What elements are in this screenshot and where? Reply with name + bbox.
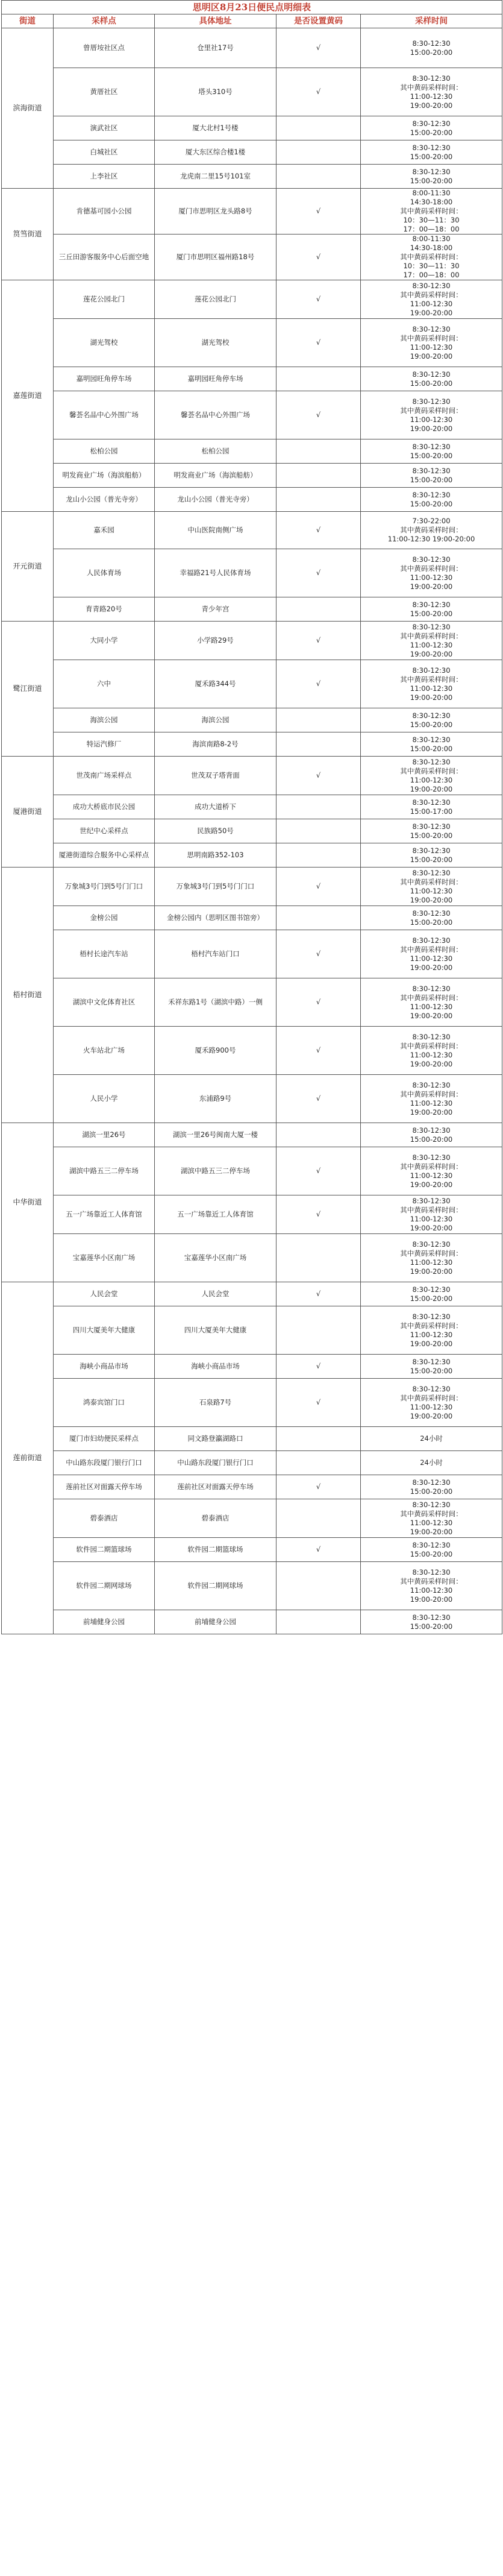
yellow-code-cell	[276, 819, 361, 843]
yellow-code-cell: √	[276, 1075, 361, 1123]
address-cell: 莲花公园北门	[155, 280, 276, 319]
yellow-code-cell	[276, 732, 361, 757]
site-table	[1, 0, 502, 1634]
time-cell: 7:30-22:00 其中黄码采样时间： 11:00-12:30 19:00-20:00	[361, 512, 502, 549]
time-cell: 8:30-12:30 其中黄码采样时间： 11:00-12:30 19:00-20:00	[361, 1075, 502, 1123]
header-yellow-code: 是否设置黄码	[276, 14, 361, 28]
yellow-code-cell	[276, 1562, 361, 1610]
address-cell: 馨荟名品中心外围广场	[155, 391, 276, 439]
time-cell: 8:30-12:30 15:00-20:00	[361, 1282, 502, 1306]
time-cell: 8:30-12:30 15:00-20:00	[361, 597, 502, 622]
site-cell: 湖光驾校	[54, 319, 155, 367]
time-cell: 8:30-12:30 其中黄码采样时间： 11:00-12:30 19:00-20:00	[361, 978, 502, 1027]
site-cell: 育青路20号	[54, 597, 155, 622]
site-cell: 莲花公园北门	[54, 280, 155, 319]
time-cell: 8:30-12:30 其中黄码采样时间： 11:00-12:30 19:00-20:00	[361, 660, 502, 708]
table-row	[2, 978, 502, 1027]
yellow-code-cell	[276, 140, 361, 165]
yellow-code-cell: √	[276, 660, 361, 708]
time-cell: 8:30-12:30 15:00-20:00	[361, 1538, 502, 1562]
address-cell: 湖光驾校	[155, 319, 276, 367]
site-cell: 世茂南广场采样点	[54, 757, 155, 795]
address-cell: 海滨公园	[155, 708, 276, 732]
time-cell: 8:30-12:30 15:00-20:00	[361, 116, 502, 140]
site-cell: 金榜公园	[54, 906, 155, 930]
table-row	[2, 1538, 502, 1562]
site-cell: 嘉明园旺角停车场	[54, 367, 155, 391]
table-row	[2, 1475, 502, 1499]
time-cell: 24小时	[361, 1451, 502, 1475]
yellow-code-cell	[276, 1451, 361, 1475]
street-cell: 滨海街道	[2, 28, 54, 189]
table-row	[2, 757, 502, 795]
table-row	[2, 930, 502, 978]
address-cell: 人民会堂	[155, 1282, 276, 1306]
yellow-code-cell: √	[276, 319, 361, 367]
site-cell: 中山路东段厦门银行门口	[54, 1451, 155, 1475]
address-cell: 塔头310号	[155, 68, 276, 116]
yellow-code-cell	[276, 1234, 361, 1282]
site-cell: 六中	[54, 660, 155, 708]
address-cell: 幸福路21号人民体育场	[155, 549, 276, 597]
site-cell: 特运汽修厂	[54, 732, 155, 757]
yellow-code-cell: √	[276, 280, 361, 319]
time-cell: 8:30-12:30 15:00-20:00	[361, 732, 502, 757]
yellow-code-cell: √	[276, 391, 361, 439]
street-cell: 厦港街道	[2, 757, 54, 868]
street-cell: 开元街道	[2, 512, 54, 622]
address-cell: 宝嘉莲华小区南广场	[155, 1234, 276, 1282]
site-cell: 人民会堂	[54, 1282, 155, 1306]
address-cell: 思明南路352-103	[155, 843, 276, 868]
site-cell: 四川大厦美年大健康	[54, 1306, 155, 1355]
address-cell: 海滨南路8-2号	[155, 732, 276, 757]
table-row	[2, 140, 502, 165]
table-row	[2, 165, 502, 189]
address-cell: 同文路登瀛湖路口	[155, 1427, 276, 1451]
time-cell: 8:30-12:30 其中黄码采样时间： 11:00-12:30 19:00-20:00	[361, 1562, 502, 1610]
address-cell: 仓里社17号	[155, 28, 276, 68]
address-cell: 金榜公园内（思明区图书馆旁）	[155, 906, 276, 930]
table-row	[2, 1123, 502, 1147]
site-cell: 厦港街道综合服务中心采样点	[54, 843, 155, 868]
street-cell: 筼筜街道	[2, 189, 54, 280]
time-cell: 8:30-12:30 15:00-20:00	[361, 367, 502, 391]
address-cell: 前埔健身公园	[155, 1610, 276, 1634]
time-cell: 8:30-12:30 15:00-20:00	[361, 819, 502, 843]
yellow-code-cell: √	[276, 235, 361, 280]
yellow-code-cell: √	[276, 68, 361, 116]
address-cell: 厦门市思明区福州路18号	[155, 235, 276, 280]
address-cell: 软件园二期网球场	[155, 1562, 276, 1610]
time-cell: 8:30-12:30 15:00-20:00	[361, 165, 502, 189]
time-cell: 8:30-12:30 其中黄码采样时间： 11:00-12:30 19:00-20:00	[361, 757, 502, 795]
yellow-code-cell	[276, 1427, 361, 1451]
address-cell: 禾祥东路1号（湖滨中路）一侧	[155, 978, 276, 1027]
street-cell: 鹭江街道	[2, 622, 54, 757]
table-row	[2, 367, 502, 391]
header-street: 街道	[2, 14, 54, 28]
address-cell: 松柏公园	[155, 439, 276, 464]
time-cell: 8:30-12:30 15:00-20:00	[361, 464, 502, 488]
time-cell: 8:30-12:30 其中黄码采样时间： 11:00-12:30 19:00-20:00	[361, 1306, 502, 1355]
time-cell: 8:30-12:30 其中黄码采样时间： 11:00-12:30 19:00-20:00	[361, 319, 502, 367]
time-cell: 24小时	[361, 1427, 502, 1451]
yellow-code-cell	[276, 843, 361, 868]
table-row	[2, 1234, 502, 1282]
table-row	[2, 868, 502, 906]
header-address: 具体地址	[155, 14, 276, 28]
yellow-code-cell: √	[276, 1282, 361, 1306]
time-cell: 8:30-12:30 15:00-20:00	[361, 843, 502, 868]
address-cell: 青少年宫	[155, 597, 276, 622]
yellow-code-cell	[276, 439, 361, 464]
time-cell: 8:30-12:30 其中黄码采样时间： 11:00-12:30 19:00-20:00	[361, 280, 502, 319]
yellow-code-cell: √	[276, 868, 361, 906]
yellow-code-cell	[276, 708, 361, 732]
table-row	[2, 1610, 502, 1634]
site-cell: 曾厝垵社区点	[54, 28, 155, 68]
time-cell: 8:30-12:30 其中黄码采样时间： 11:00-12:30 19:00-20:00	[361, 68, 502, 116]
site-cell: 莲前社区对面露天停车场	[54, 1475, 155, 1499]
table-row	[2, 819, 502, 843]
address-cell: 厦大北村1号楼	[155, 116, 276, 140]
site-cell: 成功大桥底市民公园	[54, 795, 155, 819]
address-cell: 海峡小商品市场	[155, 1355, 276, 1379]
yellow-code-cell: √	[276, 1475, 361, 1499]
site-cell: 馨荟名品中心外围广场	[54, 391, 155, 439]
table-row	[2, 1427, 502, 1451]
table-row	[2, 439, 502, 464]
time-cell: 8:30-12:30 15:00-17:00	[361, 795, 502, 819]
yellow-code-cell: √	[276, 549, 361, 597]
address-cell: 梧村汽车站门口	[155, 930, 276, 978]
yellow-code-cell	[276, 1499, 361, 1538]
time-cell: 8:00-11:30 14:30-18:00 其中黄码采样时间： 10：30—11：30 17：00—18：00	[361, 189, 502, 235]
address-cell: 湖滨一里26号闽南大厦一楼	[155, 1123, 276, 1147]
address-cell: 明发商业广场（海滨船舫）	[155, 464, 276, 488]
table-row	[2, 549, 502, 597]
time-cell: 8:30-12:30 15:00-20:00	[361, 1610, 502, 1634]
table-row	[2, 319, 502, 367]
yellow-code-cell	[276, 1610, 361, 1634]
site-cell: 湖滨中路五三二停车场	[54, 1147, 155, 1195]
yellow-code-cell: √	[276, 622, 361, 660]
address-cell: 龙虎南二里15号101室	[155, 165, 276, 189]
address-cell: 五一广场靠近工人体育馆	[155, 1195, 276, 1234]
yellow-code-cell: √	[276, 28, 361, 68]
address-cell: 软件园二期篮球场	[155, 1538, 276, 1562]
table-row	[2, 1027, 502, 1075]
time-cell: 8:30-12:30 15:00-20:00	[361, 708, 502, 732]
yellow-code-cell	[276, 367, 361, 391]
table-row	[2, 1075, 502, 1123]
table-row	[2, 622, 502, 660]
yellow-code-cell	[276, 165, 361, 189]
table-row	[2, 1499, 502, 1538]
yellow-code-cell: √	[276, 1147, 361, 1195]
site-cell: 鸿泰宾馆门口	[54, 1379, 155, 1427]
street-cell: 梧村街道	[2, 868, 54, 1123]
site-cell: 世纪中心采样点	[54, 819, 155, 843]
site-cell: 龙山小公园（普光寺旁）	[54, 488, 155, 512]
yellow-code-cell: √	[276, 757, 361, 795]
yellow-code-cell: √	[276, 1379, 361, 1427]
site-cell: 火车站北广场	[54, 1027, 155, 1075]
table-row	[2, 732, 502, 757]
table-row	[2, 660, 502, 708]
time-cell: 8:30-12:30 15:00-20:00	[361, 906, 502, 930]
time-cell: 8:30-12:30 其中黄码采样时间： 11:00-12:30 19:00-20:00	[361, 1379, 502, 1427]
address-cell: 小学路29号	[155, 622, 276, 660]
site-cell: 白城社区	[54, 140, 155, 165]
address-cell: 湖滨中路五三二停车场	[155, 1147, 276, 1195]
time-cell: 8:00-11:30 14:30-18:00 其中黄码采样时间： 10：30—11：30 17：00—18：00	[361, 235, 502, 280]
table-row	[2, 1451, 502, 1475]
time-cell: 8:30-12:30 其中黄码采样时间： 11:00-12:30 19:00-20:00	[361, 868, 502, 906]
yellow-code-cell: √	[276, 512, 361, 549]
address-cell: 万象城3号门到5号门门口	[155, 868, 276, 906]
table-row	[2, 488, 502, 512]
yellow-code-cell: √	[276, 189, 361, 235]
yellow-code-cell: √	[276, 1355, 361, 1379]
time-cell: 8:30-12:30 其中黄码采样时间： 11:00-12:30 19:00-20:00	[361, 1147, 502, 1195]
address-cell: 莲前社区对面露天停车场	[155, 1475, 276, 1499]
site-cell: 人民体育场	[54, 549, 155, 597]
table-row	[2, 597, 502, 622]
address-cell: 中山路东段厦门银行门口	[155, 1451, 276, 1475]
site-cell: 湖滨中文化体育社区	[54, 978, 155, 1027]
site-cell: 碧泰酒店	[54, 1499, 155, 1538]
time-cell: 8:30-12:30 其中黄码采样时间： 11:00-12:30 19:00-20:00	[361, 930, 502, 978]
site-cell: 海滨公园	[54, 708, 155, 732]
site-cell: 黄厝社区	[54, 68, 155, 116]
yellow-code-cell	[276, 795, 361, 819]
table-row	[2, 116, 502, 140]
time-cell: 8:30-12:30 其中黄码采样时间： 11:00-12:30 19:00-20:00	[361, 1027, 502, 1075]
time-cell: 8:30-12:30 15:00-20:00	[361, 439, 502, 464]
site-cell: 演武社区	[54, 116, 155, 140]
address-cell: 龙山小公园（普光寺旁）	[155, 488, 276, 512]
table-row	[2, 512, 502, 549]
yellow-code-cell: √	[276, 978, 361, 1027]
site-cell: 大同小学	[54, 622, 155, 660]
time-cell: 8:30-12:30 15:00-20:00	[361, 1475, 502, 1499]
site-cell: 海峡小商品市场	[54, 1355, 155, 1379]
time-cell: 8:30-12:30 15:00-20:00	[361, 28, 502, 68]
yellow-code-cell: √	[276, 930, 361, 978]
time-cell: 8:30-12:30 其中黄码采样时间： 11:00-12:30 19:00-20:00	[361, 549, 502, 597]
yellow-code-cell	[276, 464, 361, 488]
site-cell: 湖滨一里26号	[54, 1123, 155, 1147]
street-cell: 嘉莲街道	[2, 280, 54, 512]
table-row	[2, 68, 502, 116]
yellow-code-cell	[276, 906, 361, 930]
site-cell: 软件园二期网球场	[54, 1562, 155, 1610]
time-cell: 8:30-12:30 其中黄码采样时间： 11:00-12:30 19:00-20:00	[361, 1499, 502, 1538]
header-site: 采样点	[54, 14, 155, 28]
address-cell: 嘉明园旺角停车场	[155, 367, 276, 391]
site-cell: 宝嘉莲华小区南广场	[54, 1234, 155, 1282]
site-cell: 松柏公园	[54, 439, 155, 464]
address-cell: 厦禾路900号	[155, 1027, 276, 1075]
time-cell: 8:30-12:30 15:00-20:00	[361, 488, 502, 512]
table-row	[2, 235, 502, 280]
yellow-code-cell: √	[276, 1195, 361, 1234]
table-title: 思明区8月23日便民点明细表	[2, 1, 502, 14]
site-cell: 明发商业广场（海滨船舫）	[54, 464, 155, 488]
address-cell: 民族路50号	[155, 819, 276, 843]
address-cell: 厦门市思明区龙头路8号	[155, 189, 276, 235]
site-cell: 人民小学	[54, 1075, 155, 1123]
site-cell: 上李社区	[54, 165, 155, 189]
yellow-code-cell	[276, 597, 361, 622]
yellow-code-cell: √	[276, 1538, 361, 1562]
table-row	[2, 391, 502, 439]
table-row	[2, 189, 502, 235]
table-row	[2, 708, 502, 732]
address-cell: 厦大东区综合楼1楼	[155, 140, 276, 165]
table-row	[2, 1355, 502, 1379]
table-row	[2, 1379, 502, 1427]
yellow-code-cell	[276, 116, 361, 140]
street-cell: 中华街道	[2, 1123, 54, 1282]
time-cell: 8:30-12:30 其中黄码采样时间： 11:00-12:30 19:00-20:00	[361, 391, 502, 439]
site-cell: 前埔健身公园	[54, 1610, 155, 1634]
table-row	[2, 280, 502, 319]
site-cell: 肯德基可园小公园	[54, 189, 155, 235]
site-cell: 万象城3号门到5号门门口	[54, 868, 155, 906]
address-cell: 中山医院南侧广场	[155, 512, 276, 549]
site-cell: 三丘田游客服务中心后面空地	[54, 235, 155, 280]
table-row	[2, 906, 502, 930]
site-cell: 嘉禾园	[54, 512, 155, 549]
site-cell: 梧村长途汽车站	[54, 930, 155, 978]
site-cell: 软件园二期篮球场	[54, 1538, 155, 1562]
time-cell: 8:30-12:30 其中黄码采样时间： 11:00-12:30 19:00-20:00	[361, 1195, 502, 1234]
address-cell: 四川大厦美年大健康	[155, 1306, 276, 1355]
street-cell: 莲前街道	[2, 1282, 54, 1634]
table-row	[2, 1562, 502, 1610]
address-cell: 碧泰酒店	[155, 1499, 276, 1538]
table-row	[2, 1306, 502, 1355]
address-cell: 成功大道桥下	[155, 795, 276, 819]
time-cell: 8:30-12:30 15:00-20:00	[361, 1123, 502, 1147]
address-cell: 世茂双子塔背面	[155, 757, 276, 795]
site-cell: 五一广场靠近工人体育馆	[54, 1195, 155, 1234]
table-row	[2, 1147, 502, 1195]
table-row	[2, 464, 502, 488]
header-time: 采样时间	[361, 14, 502, 28]
address-cell: 厦禾路344号	[155, 660, 276, 708]
table-row	[2, 1195, 502, 1234]
time-cell: 8:30-12:30 15:00-20:00	[361, 140, 502, 165]
time-cell: 8:30-12:30 其中黄码采样时间： 11:00-12:30 19:00-20:00	[361, 1234, 502, 1282]
yellow-code-cell: √	[276, 1027, 361, 1075]
time-cell: 8:30-12:30 其中黄码采样时间： 11:00-12:30 19:00-20:00	[361, 622, 502, 660]
site-cell: 厦门市妇幼便民采样点	[54, 1427, 155, 1451]
time-cell: 8:30-12:30 15:00-20:00	[361, 1355, 502, 1379]
table-row	[2, 795, 502, 819]
address-cell: 东浦路9号	[155, 1075, 276, 1123]
yellow-code-cell	[276, 1306, 361, 1355]
address-cell: 石泉路7号	[155, 1379, 276, 1427]
table-row	[2, 1282, 502, 1306]
table-row	[2, 28, 502, 68]
yellow-code-cell	[276, 1123, 361, 1147]
table-row	[2, 843, 502, 868]
yellow-code-cell	[276, 488, 361, 512]
